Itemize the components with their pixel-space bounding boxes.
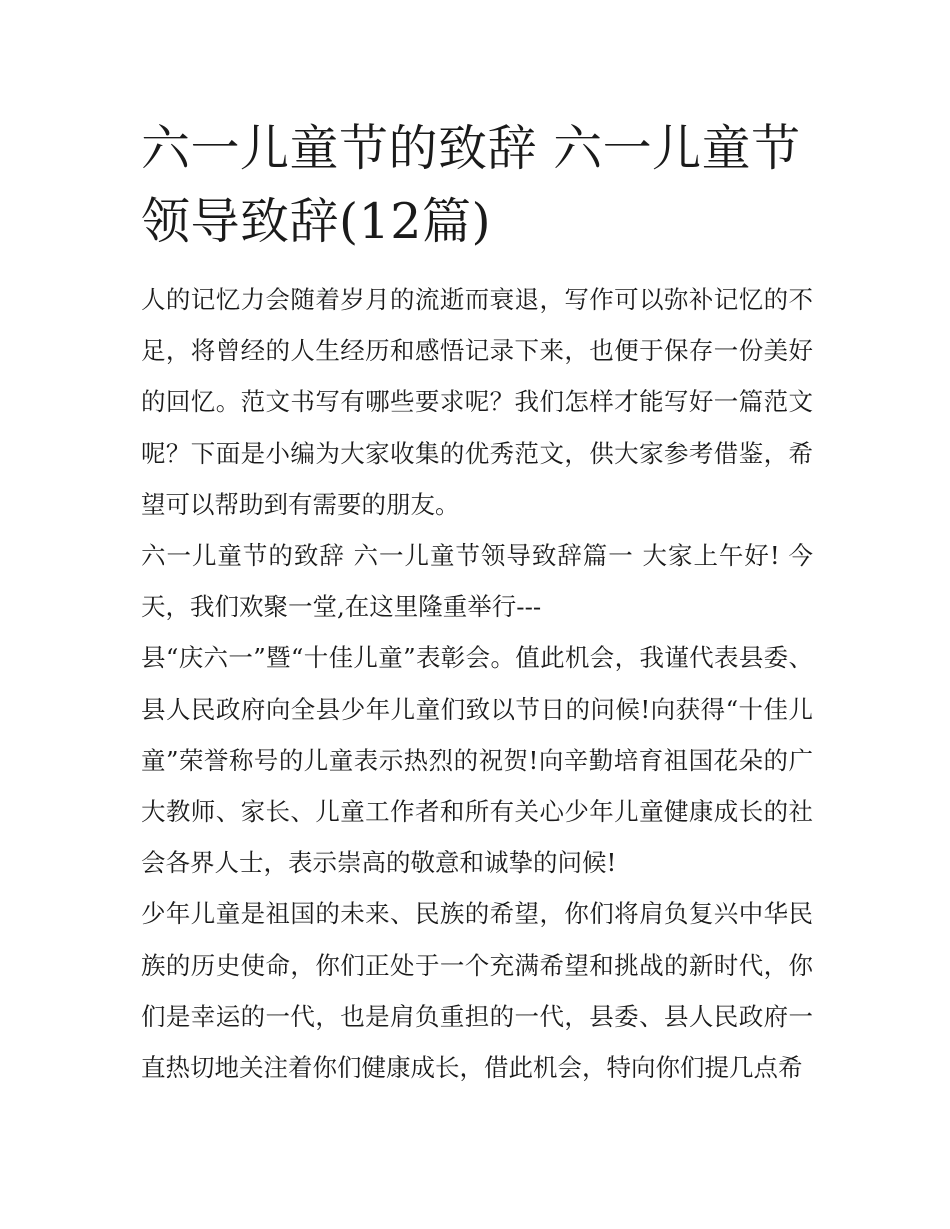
paragraph-section-heading: 六一儿童节的致辞 六一儿童节领导致辞篇一 大家上午好! 今天，我们欢聚一堂,在这里隆重举行--- [141,541,813,622]
document-page [141,112,813,1093]
paragraph-greeting: 县“庆六一”暨“十佳儿童”表彰会。值此机会，我谨代表县委、县人民政府向全县少年儿童们致以节日的问候!向获得“十佳儿童”荣誉称号的儿童表示热烈的祝贺!向辛勤培育祖国花朵的广大教师、家长、儿童工作者和所有关心少年儿童健康成长的社会各界人士，表示崇高的敬意和诚挚的问候! [141,643,813,878]
paragraph-intro: 人的记忆力会随着岁月的流逝而衰退，写作可以弥补记忆的不足，将曾经的人生经历和感悟记录下来，也便于保存一份美好的回忆。范文书写有哪些要求呢？我们怎样才能写好一篇范文呢？下面是小编为大家收集的优秀范文，供大家参考借鉴，希望可以帮助到有需要的朋友。 [141,285,813,519]
paragraph-hope: 少年儿童是祖国的未来、民族的希望，你们将肩负复兴中华民族的历史使命，你们正处于一个充满希望和挑战的新时代，你们是幸运的一代，也是肩负重担的一代，县委、县人民政府一直热切地关注着你们健康成长，借此机会，特向你们提几点希 [141,899,813,1083]
document-title: 六一儿童节的致辞 六一儿童节领导致辞(12篇) [141,120,801,250]
